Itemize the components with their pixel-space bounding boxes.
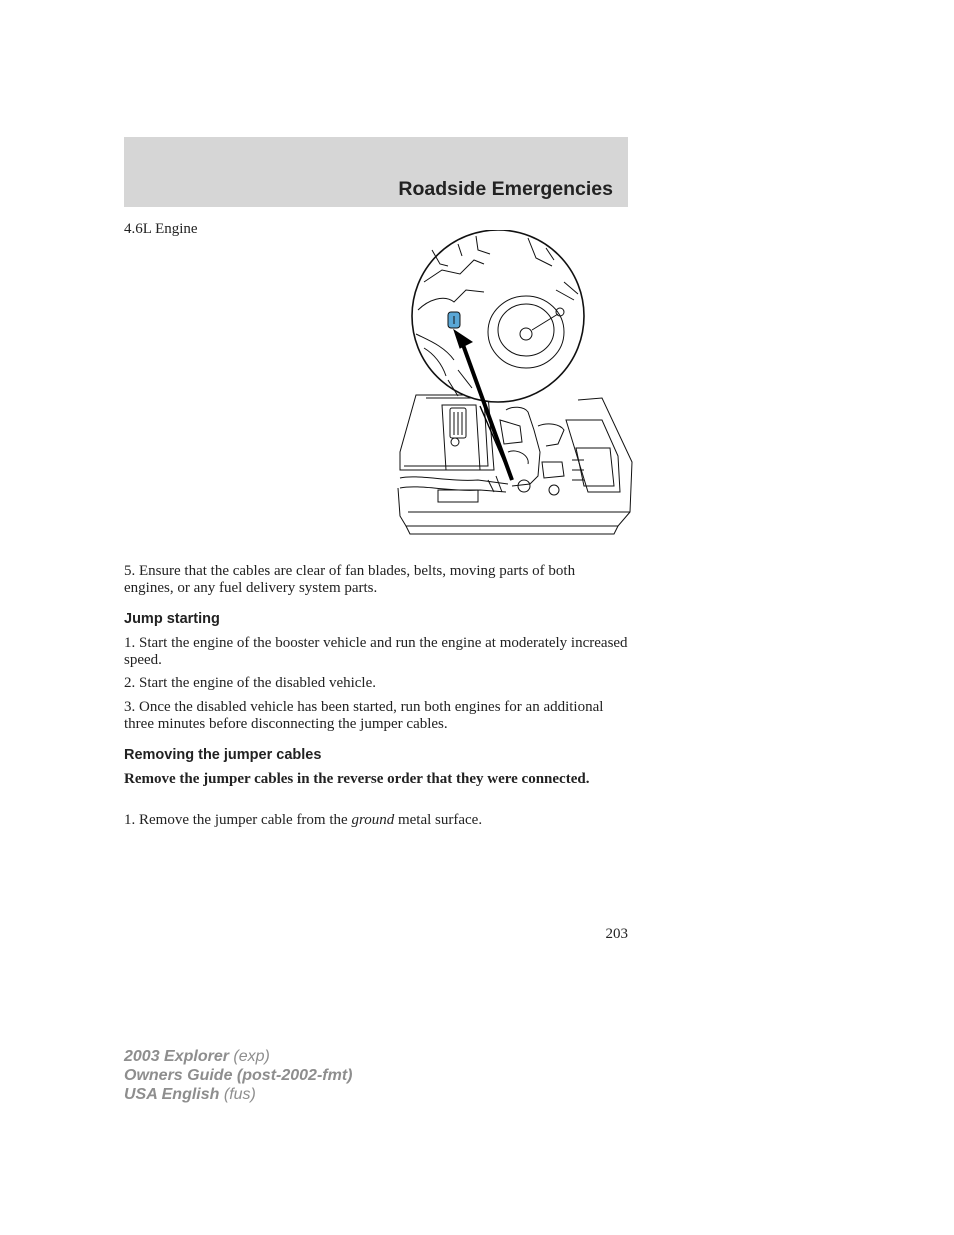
- footer-line-3: [124, 1085, 352, 1104]
- remove-step-1-end: metal surface.: [394, 812, 483, 828]
- remove-step-1-emphasis: ground: [351, 812, 395, 828]
- footer-language: USA English: [124, 1086, 220, 1103]
- jump-step-3: 3. Once the disabled vehicle has been started, run both engines for an additional three minutes before disconnecting the jumper cables.: [124, 699, 604, 732]
- section-title: Roadside Emergencies: [398, 178, 613, 200]
- footer: [124, 1047, 352, 1104]
- jump-step-1: 1. Start the engine of the booster vehicle and run the engine at moderately increased speed.: [124, 635, 628, 668]
- footer-model: 2003 Explorer: [124, 1048, 229, 1065]
- remove-order-warning: Remove the jumper cables in the reverse order that they were connected.: [124, 771, 590, 787]
- magnified-detail: [412, 230, 584, 402]
- engine-illustration: [388, 230, 634, 542]
- page-number: 203: [605, 926, 628, 942]
- figure-caption: 4.6L Engine: [124, 221, 198, 237]
- footer-model-code: (exp): [228, 1048, 270, 1065]
- footer-language-code: (fus): [219, 1086, 256, 1103]
- remove-step-1: [124, 812, 628, 829]
- footer-line-2: [124, 1066, 352, 1085]
- remove-step-1-start: 1. Remove the jumper cable from the: [124, 812, 352, 828]
- jump-step-2: 2. Start the engine of the disabled vehicle.: [124, 675, 377, 691]
- jump-starting-heading: Jump starting: [124, 611, 220, 627]
- footer-line-1: [124, 1047, 352, 1066]
- header-band: [124, 137, 628, 207]
- step-5-text: 5. Ensure that the cables are clear of fan blades, belts, moving parts of both engines, or any fuel delivery system parts.: [124, 563, 576, 596]
- removing-cables-heading: Removing the jumper cables: [124, 747, 322, 763]
- engine-bay-drawing: [398, 395, 632, 534]
- footer-guide: Owners Guide (post-2002-fmt): [124, 1067, 353, 1084]
